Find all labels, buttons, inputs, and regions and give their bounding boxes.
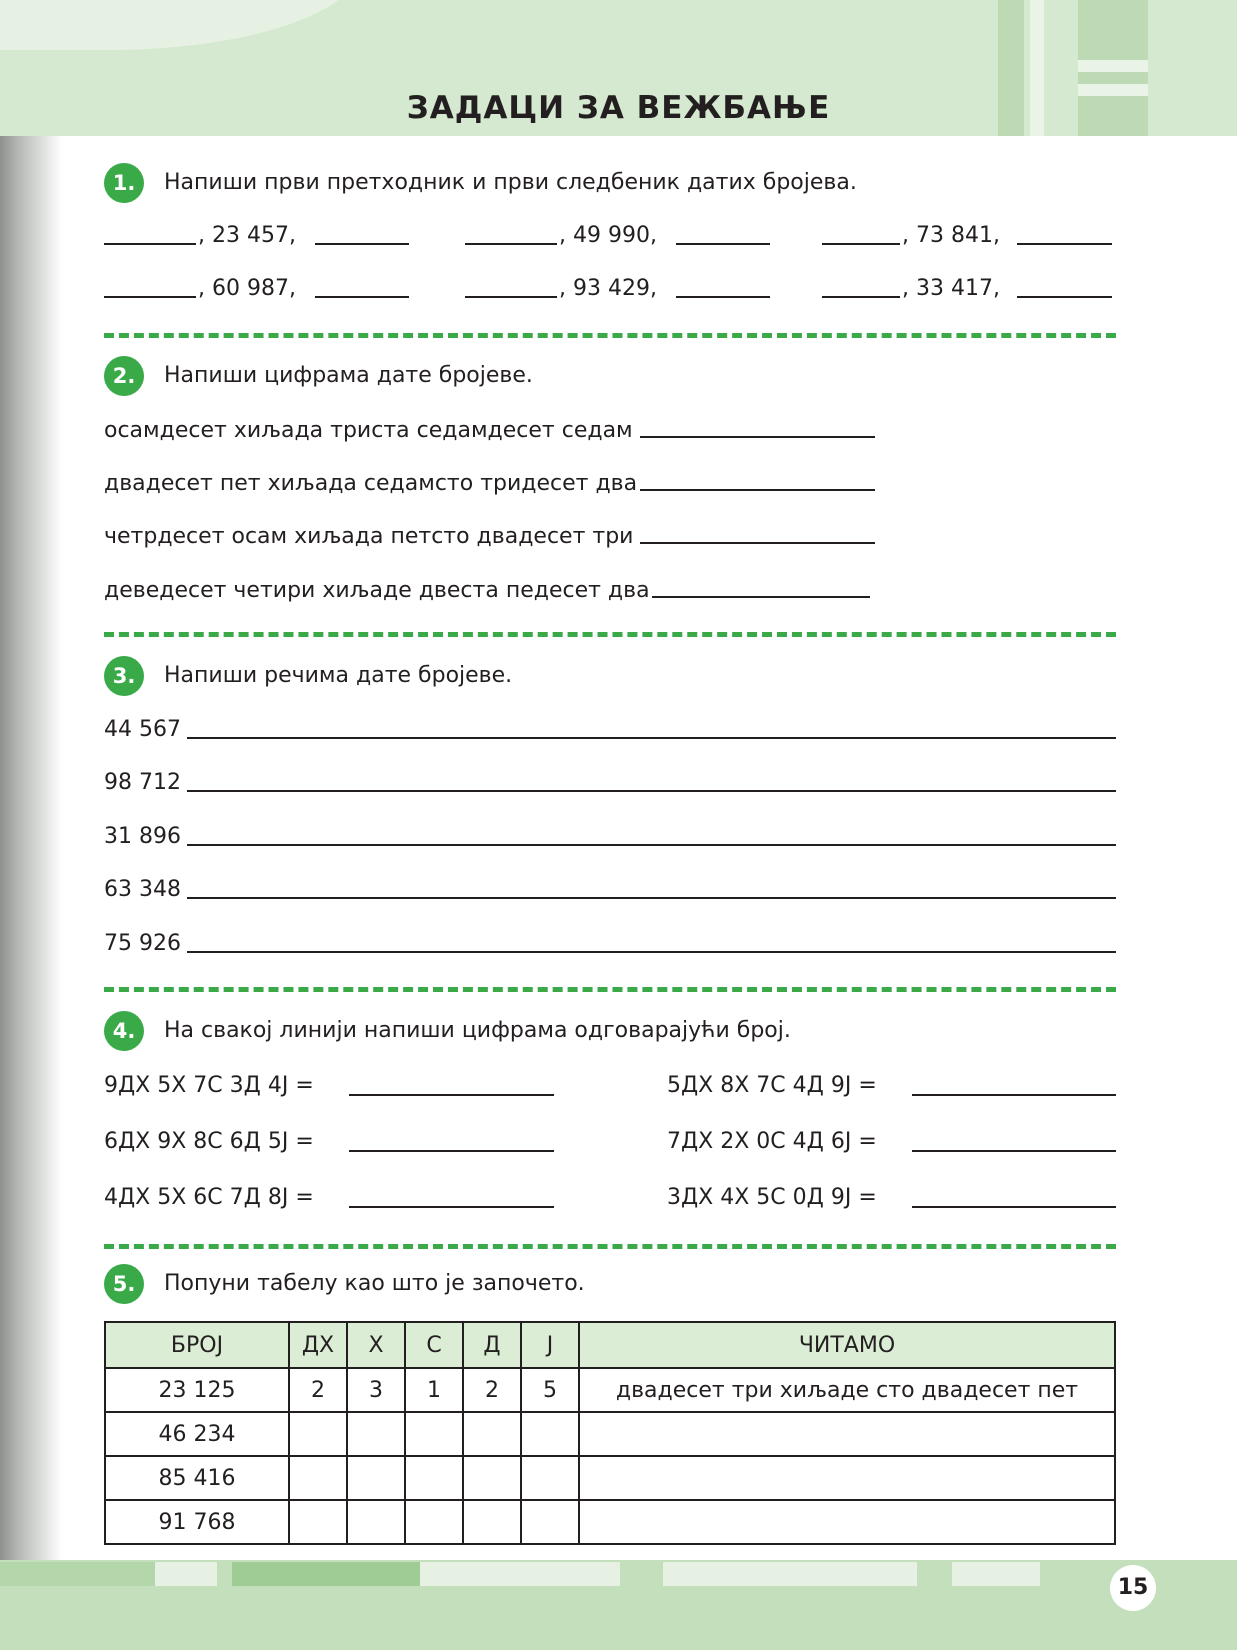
cell-digit[interactable] (521, 1456, 579, 1500)
cell-number: 85 416 (105, 1456, 289, 1500)
number-in-words: деведесет четири хиљаде двеста педесет два (104, 578, 650, 603)
number-in-words: осамдесет хиљада триста седамдесет седам (104, 418, 633, 443)
given-number: 63 348 (104, 877, 181, 902)
answer-line[interactable] (465, 243, 557, 245)
cell-reading[interactable] (579, 1500, 1115, 1544)
cell-digit: 3 (347, 1368, 405, 1412)
place-value-expression: 5ДХ 8Х 7С 4Д 9Ј = (667, 1073, 877, 1098)
answer-line[interactable] (640, 542, 875, 544)
given-number: , 23 457, (198, 223, 296, 248)
given-number: 98 712 (104, 770, 181, 795)
answer-line[interactable] (349, 1094, 554, 1096)
number-in-words: двадесет пет хиљада седамсто тридесет два (104, 471, 638, 496)
answer-line[interactable] (187, 897, 1116, 899)
answer-line[interactable] (912, 1150, 1116, 1152)
cell-reading[interactable] (579, 1456, 1115, 1500)
cell-digit: 5 (521, 1368, 579, 1412)
page-title: ЗАДАЦИ ЗА ВЕЖБАЊЕ (406, 90, 831, 126)
task-number-badge: 5. (104, 1264, 144, 1304)
task-prompt: Напиши први претходник и први следбеник датих бројева. (164, 170, 857, 195)
answer-line[interactable] (465, 296, 557, 298)
column-header-number: БРОЈ (105, 1322, 289, 1368)
cell-reading[interactable] (579, 1412, 1115, 1456)
table-row (105, 1500, 1115, 1544)
cell-digit[interactable] (521, 1500, 579, 1544)
cell-number: 23 125 (105, 1368, 289, 1412)
answer-line[interactable] (822, 243, 900, 245)
given-number: , 49 990, (559, 223, 657, 248)
cell-digit[interactable] (289, 1500, 347, 1544)
given-number: 75 926 (104, 931, 181, 956)
cell-digit[interactable] (405, 1412, 463, 1456)
place-value-expression: 6ДХ 9Х 8С 6Д 5Ј = (104, 1129, 314, 1154)
cell-digit[interactable] (347, 1412, 405, 1456)
answer-line[interactable] (349, 1206, 554, 1208)
task-number-badge: 1. (104, 163, 144, 203)
given-number: 44 567 (104, 717, 181, 742)
number-in-words: четрдесет осам хиљада петсто двадесет три (104, 524, 634, 549)
header-decor-arc (0, 0, 360, 50)
answer-line[interactable] (349, 1150, 554, 1152)
given-number: , 60 987, (198, 276, 296, 301)
answer-line[interactable] (912, 1206, 1116, 1208)
place-value-expression: 7ДХ 2Х 0С 4Д 6Ј = (667, 1129, 877, 1154)
answer-line[interactable] (640, 489, 875, 491)
cell-digit: 1 (405, 1368, 463, 1412)
cell-reading: двадесет три хиљаде сто двадесет пет (579, 1368, 1115, 1412)
answer-line[interactable] (1017, 243, 1112, 245)
given-number: , 93 429, (559, 276, 657, 301)
footer-decor-segment (232, 1562, 420, 1586)
header-decor-stripe (1078, 60, 1148, 72)
footer-decor-segment (155, 1562, 217, 1586)
table-row (105, 1412, 1115, 1456)
cell-digit[interactable] (463, 1412, 521, 1456)
answer-line[interactable] (315, 296, 409, 298)
answer-line[interactable] (676, 296, 770, 298)
answer-line[interactable] (676, 243, 770, 245)
cell-number: 91 768 (105, 1500, 289, 1544)
task-prompt: На свакој линији напиши цифрама одговарајући број. (164, 1018, 791, 1043)
column-header-thousands: Х (347, 1322, 405, 1368)
table-row (105, 1456, 1115, 1500)
cell-digit[interactable] (347, 1500, 405, 1544)
answer-line[interactable] (104, 243, 196, 245)
column-header-hundreds: С (405, 1322, 463, 1368)
cell-digit[interactable] (289, 1412, 347, 1456)
given-number: 31 896 (104, 824, 181, 849)
cell-digit[interactable] (521, 1412, 579, 1456)
given-number: , 73 841, (902, 223, 1000, 248)
task-number-badge: 3. (104, 656, 144, 696)
footer-decor-segment (420, 1562, 620, 1586)
answer-line[interactable] (315, 243, 409, 245)
answer-line[interactable] (640, 436, 875, 438)
answer-line[interactable] (104, 296, 196, 298)
cell-digit[interactable] (463, 1456, 521, 1500)
answer-line[interactable] (822, 296, 900, 298)
task-number-badge: 4. (104, 1011, 144, 1051)
column-header-reading: ЧИТАМО (579, 1322, 1115, 1368)
section-divider (104, 987, 1116, 992)
answer-line[interactable] (187, 790, 1116, 792)
answer-line[interactable] (1017, 296, 1112, 298)
place-value-table (104, 1321, 1116, 1545)
section-divider (104, 632, 1116, 637)
cell-number: 46 234 (105, 1412, 289, 1456)
answer-line[interactable] (187, 951, 1116, 953)
cell-digit[interactable] (405, 1456, 463, 1500)
footer-decor-segment (663, 1562, 917, 1586)
column-header-units: Ј (521, 1322, 579, 1368)
section-divider (104, 1244, 1116, 1249)
answer-line[interactable] (652, 596, 870, 598)
page-number: 15 (1110, 1565, 1156, 1611)
place-value-expression: 9ДХ 5Х 7С 3Д 4Ј = (104, 1073, 314, 1098)
cell-digit[interactable] (289, 1456, 347, 1500)
task-prompt: Напиши цифрама дате бројеве. (164, 363, 533, 388)
place-value-expression: 4ДХ 5Х 6С 7Д 8Ј = (104, 1185, 314, 1210)
task-number-badge: 2. (104, 356, 144, 396)
book-spine-shadow (0, 0, 62, 1650)
given-number: , 33 417, (902, 276, 1000, 301)
answer-line[interactable] (912, 1094, 1116, 1096)
task-prompt: Попуни табелу као што је започето. (164, 1271, 585, 1296)
answer-line[interactable] (187, 737, 1116, 739)
place-value-expression: 3ДХ 4Х 5С 0Д 9Ј = (667, 1185, 877, 1210)
footer-decor-segment (0, 1562, 155, 1586)
section-divider (104, 333, 1116, 338)
cell-digit: 2 (463, 1368, 521, 1412)
table-row (105, 1368, 1115, 1412)
table-header-row (105, 1322, 1115, 1368)
footer-decor-segment (952, 1562, 1040, 1586)
column-header-ten-thousands: ДХ (289, 1322, 347, 1368)
cell-digit[interactable] (405, 1500, 463, 1544)
cell-digit[interactable] (463, 1500, 521, 1544)
column-header-tens: Д (463, 1322, 521, 1368)
task-prompt: Напиши речима дате бројеве. (164, 663, 513, 688)
cell-digit: 2 (289, 1368, 347, 1412)
answer-line[interactable] (187, 844, 1116, 846)
cell-digit[interactable] (347, 1456, 405, 1500)
